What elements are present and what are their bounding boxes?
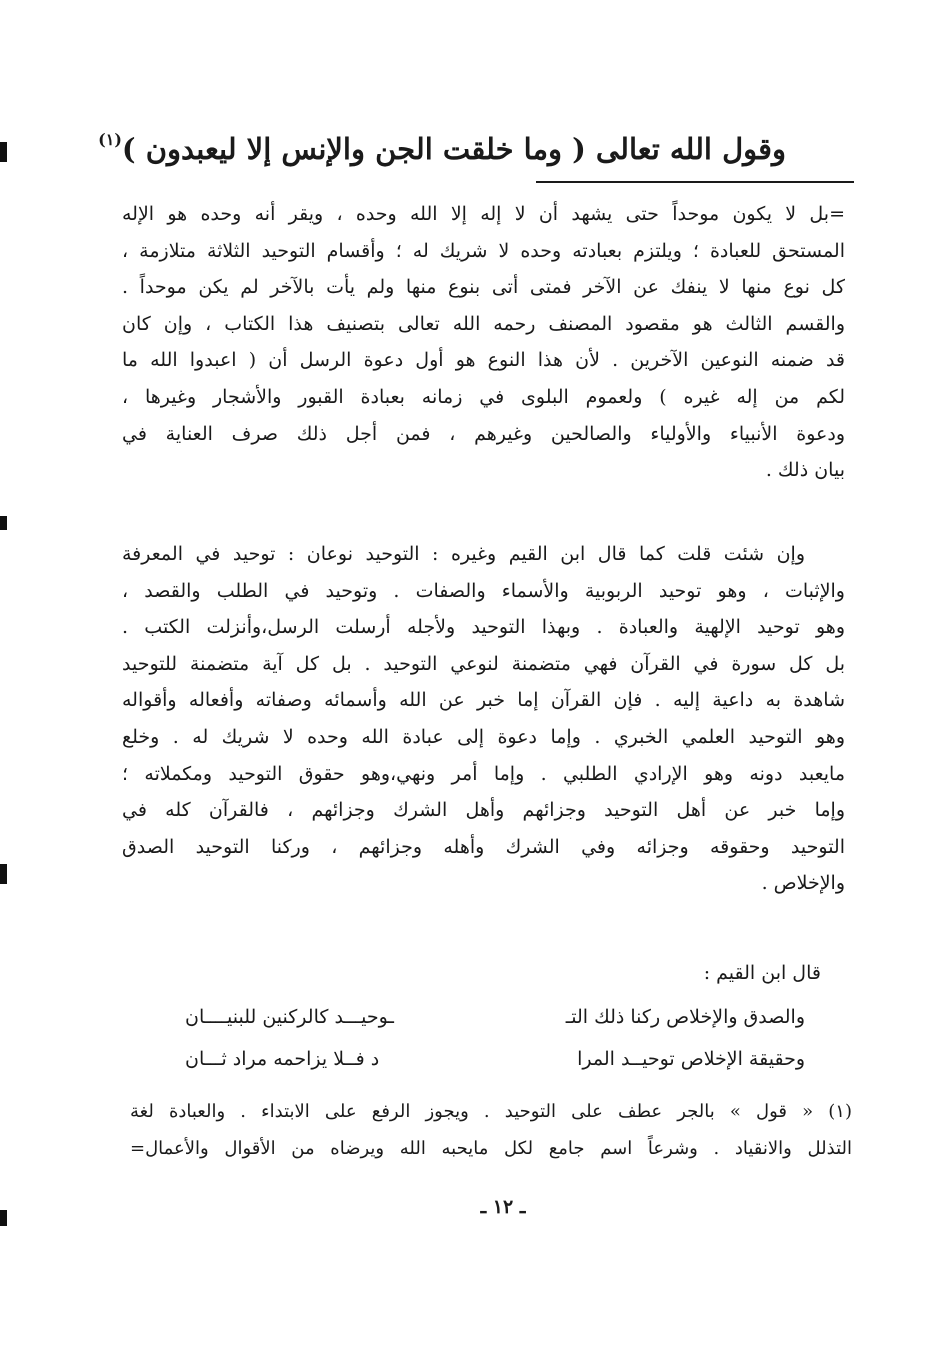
binding-mark [0,516,7,530]
poem-intro: قال ابن القيم : [703,962,821,984]
verse-first-hemistich: وحقيقة الإخلاص توحيــد المرا [577,1048,805,1070]
text-line: ودعوة الأنبياء والأولياء والصالحين وغيرهم ، فمن أجل ذلك صرف العناية في [122,422,845,445]
footnote-line: (١) « قول » بالجر عطف على التوحيد . ويجوز الرفع على الابتداء . والعبادة لغة [130,1101,852,1122]
binding-mark [0,864,7,884]
heading-divider [536,181,854,183]
text-line: شاهدة به داعية إليه . فإن القرآن إما خبر عن الله وأسمائه وصفاته وأفعاله وأقواله [122,689,845,712]
text-line: وإن شئت قلت كما قال ابن القيم وغيره : التوحيد نوعان : توحيد في المعرفة [122,543,805,565]
text-line: لكم من إله غيره ) ولعموم البلوى في زمانه بعبادة القبور والأشجار وغيرها ، [122,385,845,408]
text-line: بيان ذلك . [765,459,845,482]
text-line: كل نوع منها لا ينفك عن الآخر فمتى أتى بنوع منها ولم يأت بالآخر لم يكن موحداً . [122,276,845,299]
text-line: قد ضمنه النوعين الآخرين . لأن هذا النوع هو أول دعوة الرسل أن ( اعبدوا الله ما [122,349,845,372]
paragraph-tawhid-types [122,536,845,902]
text-line: التوحيد وحقوقه وجزائه وفي الشرك وأهله وجزائهم ، وركنا التوحيد الصدق [122,835,845,858]
footnote [130,1093,852,1167]
verse-second-hemistich: ـوحيـــد كالركنين للبنيــــان [185,1006,394,1028]
paragraph-continuation [122,196,845,489]
text-line: والإثبات ، وهو توحيد الربوبية والأسماء والصفات . وتوحيد في الطلب والقصد ، [122,579,845,602]
text-line: مايعبد دونه وهو الإرادي الطلبي . وإما أمر ونهي،وهو حقوق التوحيد ومكملاته ؛ [122,762,845,785]
footnote-line: التذلل والانقياد . وشرعاً اسم جامع لكل مايحبه الله ويرضاه من الأقوال والأعمال= [130,1138,852,1159]
text-line: المستحق للعبادة ؛ ويلتزم بعبادته وحده لا شريك له ؛ وأقسام التوحيد الثلاثة متلازمة ، [122,239,845,262]
text-line: وهو توحيد الإلهية والعبادة . وبهذا التوحيد ولأجله أرسلت الرسل،وأنزلت الكتب . [122,616,845,639]
verse-first-hemistich: والصدق والإخلاص ركنا ذلك التـ [565,1006,805,1028]
poem-verse-1 [185,999,805,1035]
page-number: ـ ١٢ ـ [480,1196,526,1218]
text-line: وإما خبر عن أهل التوحيد وجزائهم وأهل الشرك وجزائهم ، فالقرآن كله في [122,799,845,822]
heading-text: وقول الله تعالى ( وما خلقت الجن والإنس إلا ليعبدون ) [121,132,786,166]
text-line: =بل لا يكون موحداً حتى يشهد أن لا إله إلا الله وحده ، ويقر أنه وحده هو الإله [122,203,845,225]
text-line: والقسم الثالث هو مقصود المصنف رحمه الله تعالى بتصنيف هذا الكتاب ، وإن كان [122,312,845,335]
poem-verse-2 [185,1041,805,1077]
text-line: وهو التوحيد العلمي الخبري . وإما دعوة إلى عبادة الله وحده لا شريك له . وخلع [122,725,845,748]
binding-mark [0,142,7,162]
heading-footnote-ref: (١) [98,130,122,149]
page-heading [98,112,786,177]
text-line: بل كل سورة في القرآن فهي متضمنة لنوعي التوحيد . بل كل آية متضمنة للتوحيد [122,652,845,675]
verse-second-hemistich: د فــلا يزاحمه مراد ثـــان [185,1048,380,1070]
binding-mark [0,1210,7,1226]
text-line: والإخلاص . [761,872,845,895]
